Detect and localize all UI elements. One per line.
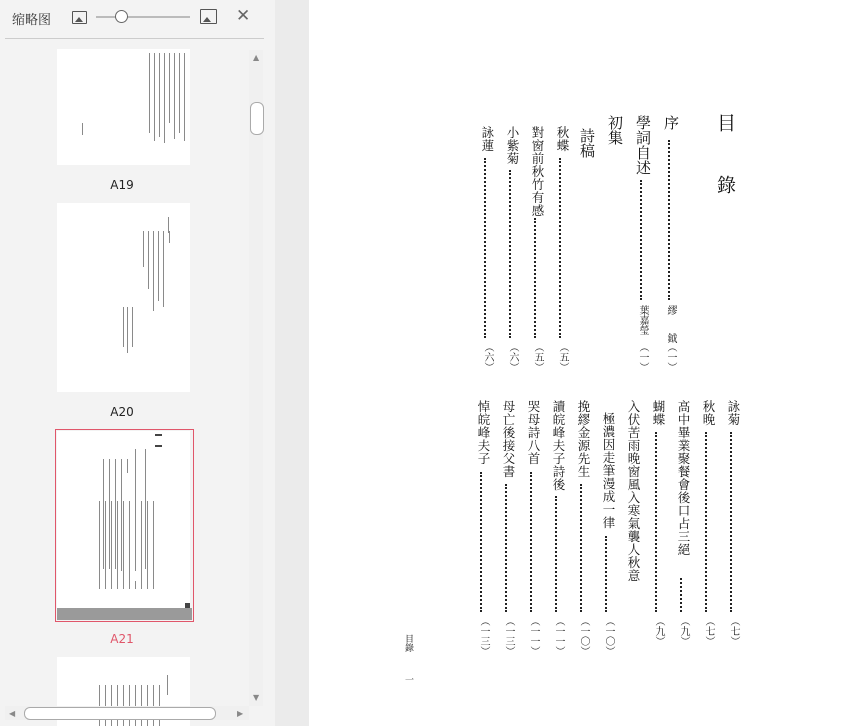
scroll-right-arrow-icon[interactable]: ▶ bbox=[237, 709, 244, 718]
self-account-author: 葉嘉瑩 bbox=[637, 305, 648, 335]
toc-entry: 蝴蝶 bbox=[651, 400, 666, 426]
horizontal-scroll-thumb[interactable] bbox=[24, 707, 216, 720]
toc-entry: 挽繆金源先生 bbox=[576, 400, 591, 478]
page-number: （九） bbox=[653, 616, 664, 646]
page-number: （五） bbox=[557, 342, 568, 372]
page-number: （一） bbox=[637, 342, 648, 372]
page-number: （一） bbox=[665, 342, 676, 372]
toc-entry: 秋蝶 bbox=[555, 126, 570, 152]
page-footer-number: 一 bbox=[403, 675, 413, 684]
toc-entry: 哭母詩八首 bbox=[526, 400, 541, 465]
scroll-down-arrow-icon[interactable]: ▼ bbox=[253, 693, 260, 702]
thumbnail-label: A19 bbox=[110, 178, 134, 192]
page-number: （一一） bbox=[528, 616, 539, 656]
zoom-out-image-icon[interactable] bbox=[72, 11, 87, 24]
scroll-left-arrow-icon[interactable]: ◀ bbox=[9, 709, 16, 718]
toc-entry: 詠蓮 bbox=[480, 126, 495, 152]
thumbnail-label: A20 bbox=[110, 405, 134, 419]
thumbnail-page-a19[interactable] bbox=[57, 49, 190, 165]
page-number: （一〇） bbox=[603, 616, 614, 656]
page-number: （六） bbox=[482, 342, 493, 372]
toc-entry: 對窗前秋竹有感 bbox=[530, 126, 545, 217]
page-number: （一〇） bbox=[578, 616, 589, 656]
vertical-scrollbar[interactable] bbox=[249, 50, 263, 706]
thumbnail-page-a20[interactable] bbox=[57, 203, 190, 392]
toolbar-divider bbox=[5, 38, 264, 39]
scroll-up-arrow-icon[interactable]: ▲ bbox=[253, 53, 260, 62]
toc-entry: 讀皖峰夫子詩後 bbox=[551, 400, 566, 491]
toc-entry: 悼皖峰夫子 bbox=[476, 400, 491, 465]
thumbnail-label-selected: A21 bbox=[110, 632, 134, 646]
close-icon[interactable]: ✕ bbox=[236, 6, 251, 26]
page-number: （九） bbox=[678, 616, 689, 646]
toc-entry: 詠菊 bbox=[726, 400, 741, 426]
page-number: （七） bbox=[703, 616, 714, 646]
toc-entry-preface: 序 bbox=[662, 115, 680, 130]
selected-thumbnail-frame bbox=[55, 429, 194, 622]
toc-entry: 小紫菊 bbox=[505, 126, 520, 165]
thumbnail-size-slider[interactable] bbox=[96, 16, 190, 18]
page-number: （一三） bbox=[478, 616, 489, 656]
page-footer-label: 目錄 bbox=[403, 634, 413, 652]
panel-title: 缩略图 bbox=[12, 13, 52, 28]
page-number: （一一） bbox=[553, 616, 564, 656]
zoom-in-image-icon[interactable] bbox=[200, 9, 217, 24]
toc-entry: 入伏苦雨晚窗風入寒氣襲人秋意 bbox=[626, 400, 641, 582]
toc-entry-self-account: 學詞自述 bbox=[634, 115, 652, 175]
panel-divider bbox=[275, 0, 309, 726]
toc-entry: 秋晚 bbox=[701, 400, 716, 426]
toc-entry: 母亡後接父書 bbox=[501, 400, 516, 478]
page-number: （一三） bbox=[503, 616, 514, 656]
toc-title: 目 錄 bbox=[714, 113, 736, 206]
slider-handle[interactable] bbox=[115, 10, 128, 23]
toc-entry: 高中畢業聚餐會後口占三絕 bbox=[676, 400, 691, 556]
section-first-collection: 初集 bbox=[606, 115, 624, 145]
vertical-scroll-thumb[interactable] bbox=[250, 102, 264, 135]
page-number: （七） bbox=[728, 616, 739, 646]
page-number: （六） bbox=[507, 342, 518, 372]
preface-author: 繆 鉞 bbox=[665, 305, 676, 347]
thumbnail-toolbar bbox=[0, 0, 275, 38]
section-poem-drafts: 詩稿 bbox=[578, 128, 596, 158]
toc-entry-continued: 極濃因走筆漫成一律 bbox=[601, 412, 616, 529]
page-number: （五） bbox=[532, 342, 543, 372]
